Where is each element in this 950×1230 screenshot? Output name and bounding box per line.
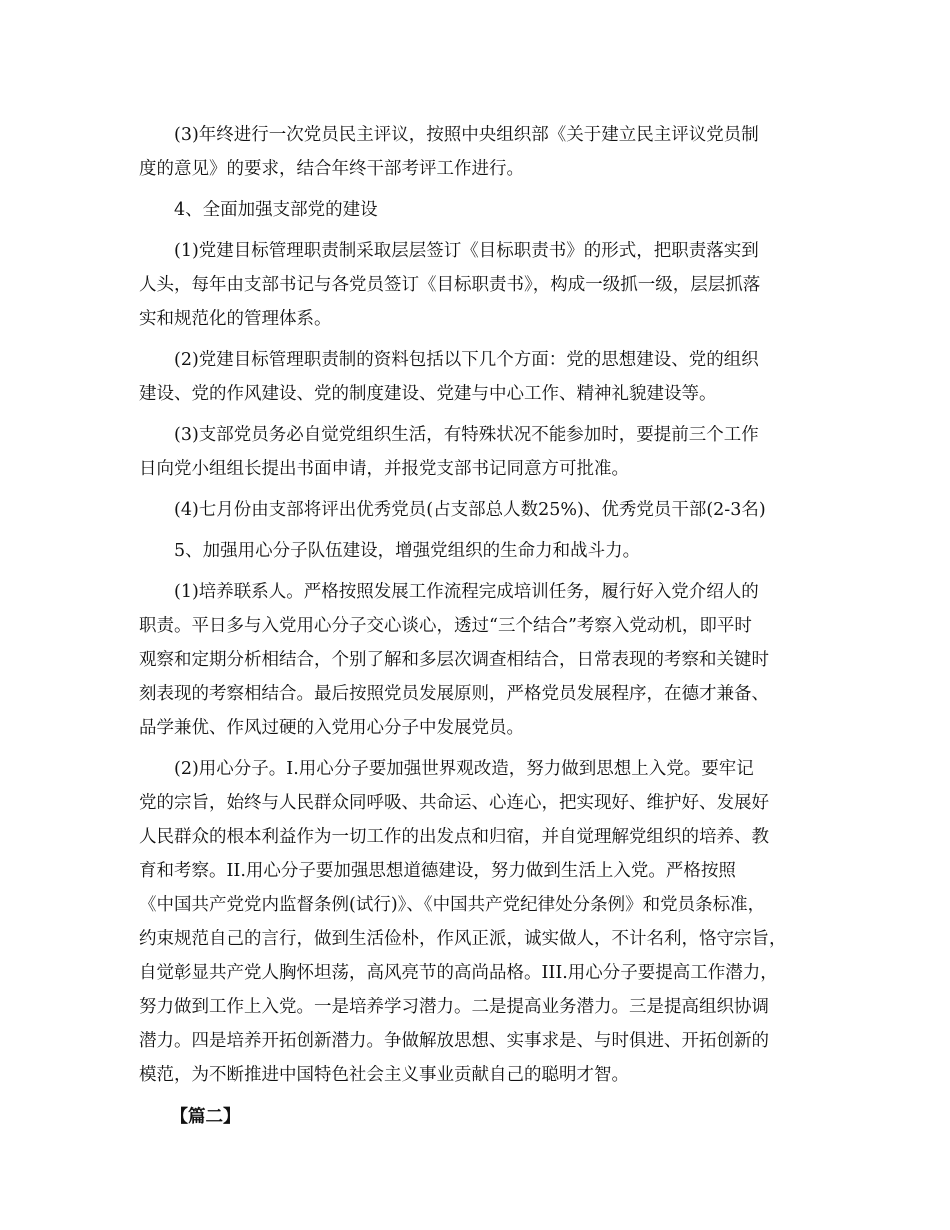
paragraph-line: 人民群众的根本利益作为一切工作的出发点和归宿，并自觉理解党组织的培养、教 (139, 827, 769, 847)
paragraph (139, 534, 824, 568)
paragraph-line: 品学兼优、作风过硬的入党用心分子中发展党员。 (139, 718, 524, 738)
paragraph-line: 育和考察。II.用心分子要加强思想道德建设，努力做到生活上入党。严格按照 (139, 861, 736, 881)
paragraph-line: 日向党小组组长提出书面申请，并报党支部书记同意方可批准。 (139, 459, 629, 479)
paragraph (139, 575, 824, 745)
paragraph-line: (4)七月份由支部将评出优秀党员(占支部总人数25%)、优秀党员干部(2-3名) (174, 500, 766, 520)
paragraph-line: 自觉彰显共产党人胸怀坦荡，高风亮节的高尚品格。III.用心分子要提高工作潜力， (139, 963, 778, 983)
paragraph (139, 418, 824, 486)
paragraph (139, 493, 824, 527)
paragraph-line: 模范，为不断推进中国特色社会主义事业贡献自己的聪明才智。 (139, 1065, 629, 1085)
paragraph (139, 118, 824, 186)
paragraph-line: (3)支部党员务必自觉党组织生活，有特殊状况不能参加时，要提前三个工作 (174, 425, 759, 445)
paragraph-line: 约束规范自己的言行，做到生活俭朴，作风正派，诚实做人，不计名利，恪守宗旨， (139, 929, 787, 949)
paragraph-line: 5、加强用心分子队伍建设，增强党组织的生命力和战斗力。 (174, 541, 641, 561)
paragraph-line: (2)党建目标管理职责制的资料包括以下几个方面：党的思想建设、党的组织 (174, 350, 759, 370)
paragraph-line: (1)培养联系人。严格按照发展工作流程完成培训任务，履行好入党介绍人的 (174, 582, 759, 602)
paragraph-line: (2)用心分子。I.用心分子要加强世界观改造，努力做到思想上入党。要牢记 (174, 759, 754, 779)
paragraph-line: (3)年终进行一次党员民主评议，按照中央组织部《关于建立民主评议党员制 (174, 125, 759, 145)
paragraph-line: 实和规范化的管理体系。 (139, 309, 332, 329)
paragraph-line: 人头，每年由支部书记与各党员签订《目标职责书》，构成一级抓一级，层层抓落 (139, 275, 761, 295)
paragraph-line: 刻表现的考察相结合。最后按照党员发展原则，严格党员发展程序，在德才兼备、 (139, 684, 769, 704)
section-heading: 【篇二】 (170, 1107, 241, 1127)
paragraph-line: 建设、党的作风建设、党的制度建设、党建与中心工作、精神礼貌建设等。 (139, 384, 717, 404)
paragraph (139, 234, 824, 336)
paragraph-line: (1)党建目标管理职责制采取层层签订《目标职责书》的形式，把职责落实到 (174, 241, 759, 261)
paragraph (139, 343, 824, 411)
paragraph (139, 752, 824, 1092)
paragraph-line: 观察和定期分析相结合，个别了解和多层次调查相结合，日常表现的考察和关键时 (139, 650, 769, 670)
paragraph-line: 党的宗旨，始终与人民群众同呼吸、共命运、心连心，把实现好、维护好、发展好 (139, 793, 769, 813)
paragraph (139, 193, 824, 227)
paragraph-line: 职责。平日多与入党用心分子交心谈心，透过“三个结合”考察入党动机，即平时 (139, 616, 752, 636)
paragraph-line: 努力做到工作上入党。一是培养学习潜力。二是提高业务潜力。三是提高组织协调 (139, 997, 769, 1017)
paragraph-line: 4、全面加强支部党的建设 (174, 200, 378, 220)
document-body (139, 118, 824, 1134)
paragraph-line: 《中国共产党党内监督条例(试行)》、《中国共产党纪律处分条例》和党员条标准， (139, 895, 766, 915)
paragraph-line: 度的意见》的要求，结合年终干部考评工作进行。 (139, 159, 524, 179)
paragraph-line: 潜力。四是培养开拓创新潜力。争做解放思想、实事求是、与时俱进、开拓创新的 (139, 1031, 769, 1051)
